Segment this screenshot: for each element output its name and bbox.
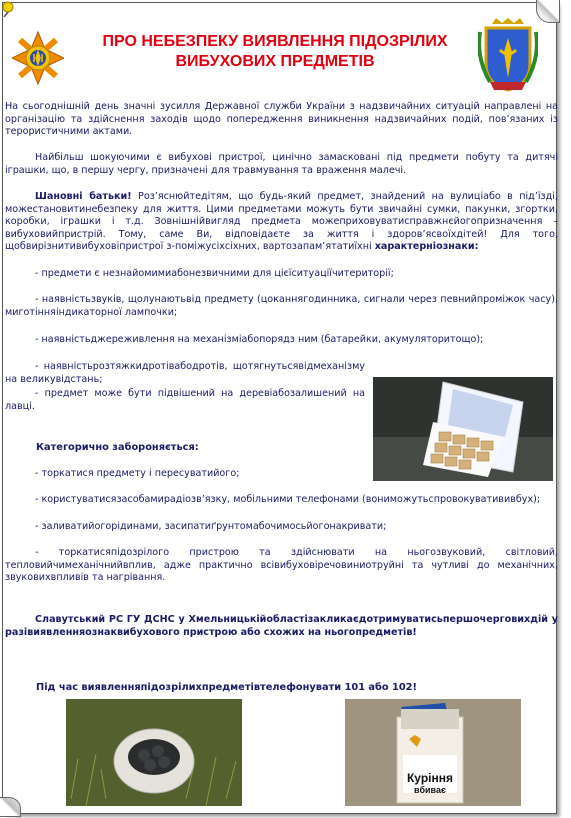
parents-bold-end: характерніознаки:: [374, 241, 479, 253]
photo-bag-on-grass: [66, 699, 242, 806]
candy-box-illustration: [373, 377, 553, 481]
forbidden-item: - торкатисяпідозрілого пристрою та здійснювати на ньогозвуковий, світловий, тепловийчимеханічнийвплив, адже практично всівибуховіречовиниотруйні та чутливі до механічних, звуковихвпливів та нагрівання.: [5, 547, 558, 584]
photo-candy-box: [373, 377, 553, 481]
title-line-1: ПРО НЕБЕЗПЕКУ ВИЯВЛЕННЯ ПІДОЗРІЛИХ: [102, 33, 448, 50]
bag-illustration: [66, 699, 242, 806]
oblast-coat-of-arms-icon: [478, 18, 538, 92]
forbidden-item: - заливатийогорідинами, засипатиґрунтомабочимосьйогонакривати;: [35, 521, 387, 532]
dsns-emblem-icon: [12, 30, 64, 86]
photo-cigarette-pack: [345, 699, 521, 806]
pack-warning-sub: вбиває: [414, 785, 446, 795]
sign-item: - наявністьзвуків, щолунаютьвід предмету (цоканнягодинника, сигнали через певнийпроміжок часу), миготінняіндикаторної лампочки;: [5, 294, 558, 318]
sign-item: - наявністьджереживлення на механізміабопорядз ним (батарейки, акумуляторитощо);: [35, 334, 484, 345]
appeal-paragraph: Славутський РС ГУ ДСНС у Хмельницькійобластізакликаєдотримуватисьпершочерговихдій у разівиявленняознаквибухового пристрою або схожих на ньогопредметів!: [5, 614, 558, 638]
toys-paragraph: Найбільш шокуючими є вибухові пристрої, цинічно замасковані під предмети побуту та дитячі іграшки, що, в першу чергу, призначені для травмування та враження малечі.: [5, 152, 558, 176]
page-curl-top-right: [536, 0, 560, 23]
intro-paragraph: На сьогоднішній день значні зусилля Державної служби України з надзвичайних ситуацій направлені на організацію та здійснення заходів щодо попередження виникнення надзвичайних подій, пов’язаних із терористичними актами.: [5, 101, 558, 138]
title-line-2: ВИБУХОВИХ ПРЕДМЕТІВ: [175, 53, 375, 70]
forbidden-heading: Категорично забороняється:: [36, 442, 199, 453]
sign-item: - наявністьрозтяжкидротівабодротів, щотягнутьсявідмеханізму на великувідстань;: [5, 361, 365, 385]
sign-item: - предмет може бути підвішений на деревіабозалишений на лавці.: [5, 388, 365, 412]
forbidden-item: - користуватисязасобамирадіозв’язку, мобільними телефонами (вониможутьспровокуватививбух);: [35, 494, 541, 505]
poster-title: [70, 32, 480, 72]
page-curl-bottom-left: [0, 797, 21, 817]
parents-paragraph: [5, 191, 558, 254]
phone-line: Під час виявленняпідозрілихпредметівтелефонувати 101 або 102!: [36, 682, 417, 693]
parents-lead: Шановні батьки!: [35, 191, 132, 202]
forbidden-item: - торкатися предмету і пересуватийого;: [35, 468, 240, 479]
pack-warning-brand: Курiння: [406, 771, 453, 785]
parents-text: Роз’яснюйтедітям, що будь-який предмет, знайдений на вулиціабо в під’їзді, можестановитинебезпеку для життя. Цими предметами можуть бути звичайні сумки, пакунки, згортки, коробки, іграшки і т.д. Зовнішнійвигляд предмета можеприховуватисправжнєйогопризначення – вибуховийпристрій. Тому, самe Ви, відповідаєте за життя і здоров’ясвоїхдітей! Для того, щобвирізнитивибуховіпристрої з-поміжусіхсіхних, вартозапам’ятатиїхні: [5, 191, 558, 253]
pushpin-icon: [0, 0, 18, 18]
sign-item: - предмети є незнайомимиабонезвичними для цієїситуаціїчитериторії;: [35, 268, 394, 279]
